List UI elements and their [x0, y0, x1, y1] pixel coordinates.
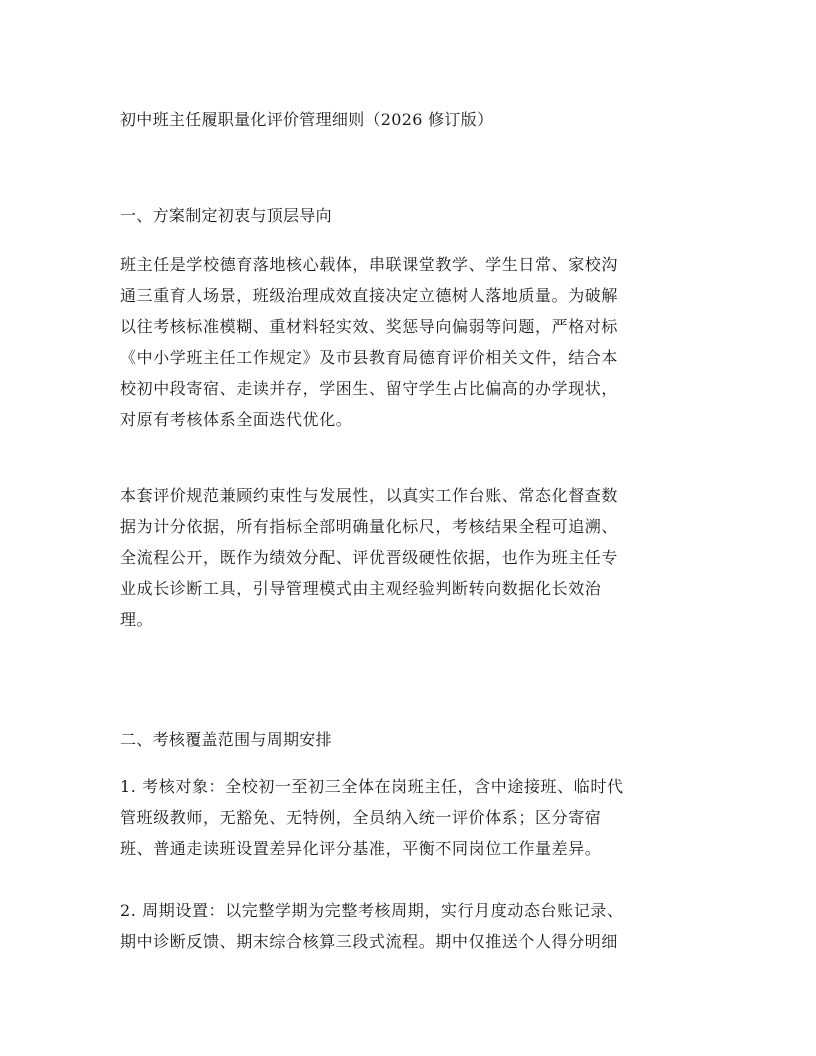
- section-2-heading: 二、考核覆盖范围与周期安排: [120, 730, 332, 749]
- text-line: 全流程公开，既作为绩效分配、评优晋级硬性依据，也作为班主任专: [120, 548, 619, 567]
- text-line: 1. 考核对象：全校初一至初三全体在岗班主任，含中途接班、临时代: [120, 777, 624, 796]
- section-1-paragraph-1: [120, 249, 696, 435]
- text-line: 据为计分依据，所有指标全部明确量化标尺，考核结果全程可追溯、: [120, 517, 619, 536]
- text-line: 理。: [120, 610, 154, 629]
- text-line: 校初中段寄宿、走读并存，学困生、留守学生占比偏高的办学现状，: [120, 379, 619, 398]
- text-line: 班主任是学校德育落地核心载体，串联课堂教学、学生日常、家校沟: [120, 255, 619, 274]
- text-line: 班、普通走读班设置差异化评分基准，平衡不同岗位工作量差异。: [120, 839, 602, 858]
- text-line: 管班级教师，无豁免、无特例，全员纳入统一评价体系；区分寄宿: [120, 808, 602, 827]
- section-2-item-1: [120, 771, 696, 864]
- text-line: 《中小学班主任工作规定》及市县教育局德育评价相关文件，结合本: [120, 348, 619, 367]
- section-2-item-2: [120, 895, 696, 957]
- section-1-heading: 一、方案制定初衷与顶层导向: [120, 206, 332, 225]
- text-line: 业成长诊断工具，引导管理模式由主观经验判断转向数据化长效治: [120, 579, 602, 598]
- text-line: 对原有考核体系全面迭代优化。: [120, 410, 353, 429]
- text-line: 期中诊断反馈、期末综合核算三段式流程。期中仅推送个人得分明细: [120, 932, 619, 951]
- section-1-paragraph-2: [120, 480, 696, 635]
- document-title: 初中班主任履职量化评价管理细则（2026 修订版）: [120, 110, 494, 129]
- text-line: 2. 周期设置：以完整学期为完整考核周期，实行月度动态台账记录、: [120, 901, 624, 920]
- text-line: 通三重育人场景，班级治理成效直接决定立德树人落地质量。为破解: [120, 286, 619, 305]
- text-line: 以往考核标准模糊、重材料轻实效、奖惩导向偏弱等问题，严格对标: [120, 317, 619, 336]
- text-line: 本套评价规范兼顾约束性与发展性，以真实工作台账、常态化督查数: [120, 486, 619, 505]
